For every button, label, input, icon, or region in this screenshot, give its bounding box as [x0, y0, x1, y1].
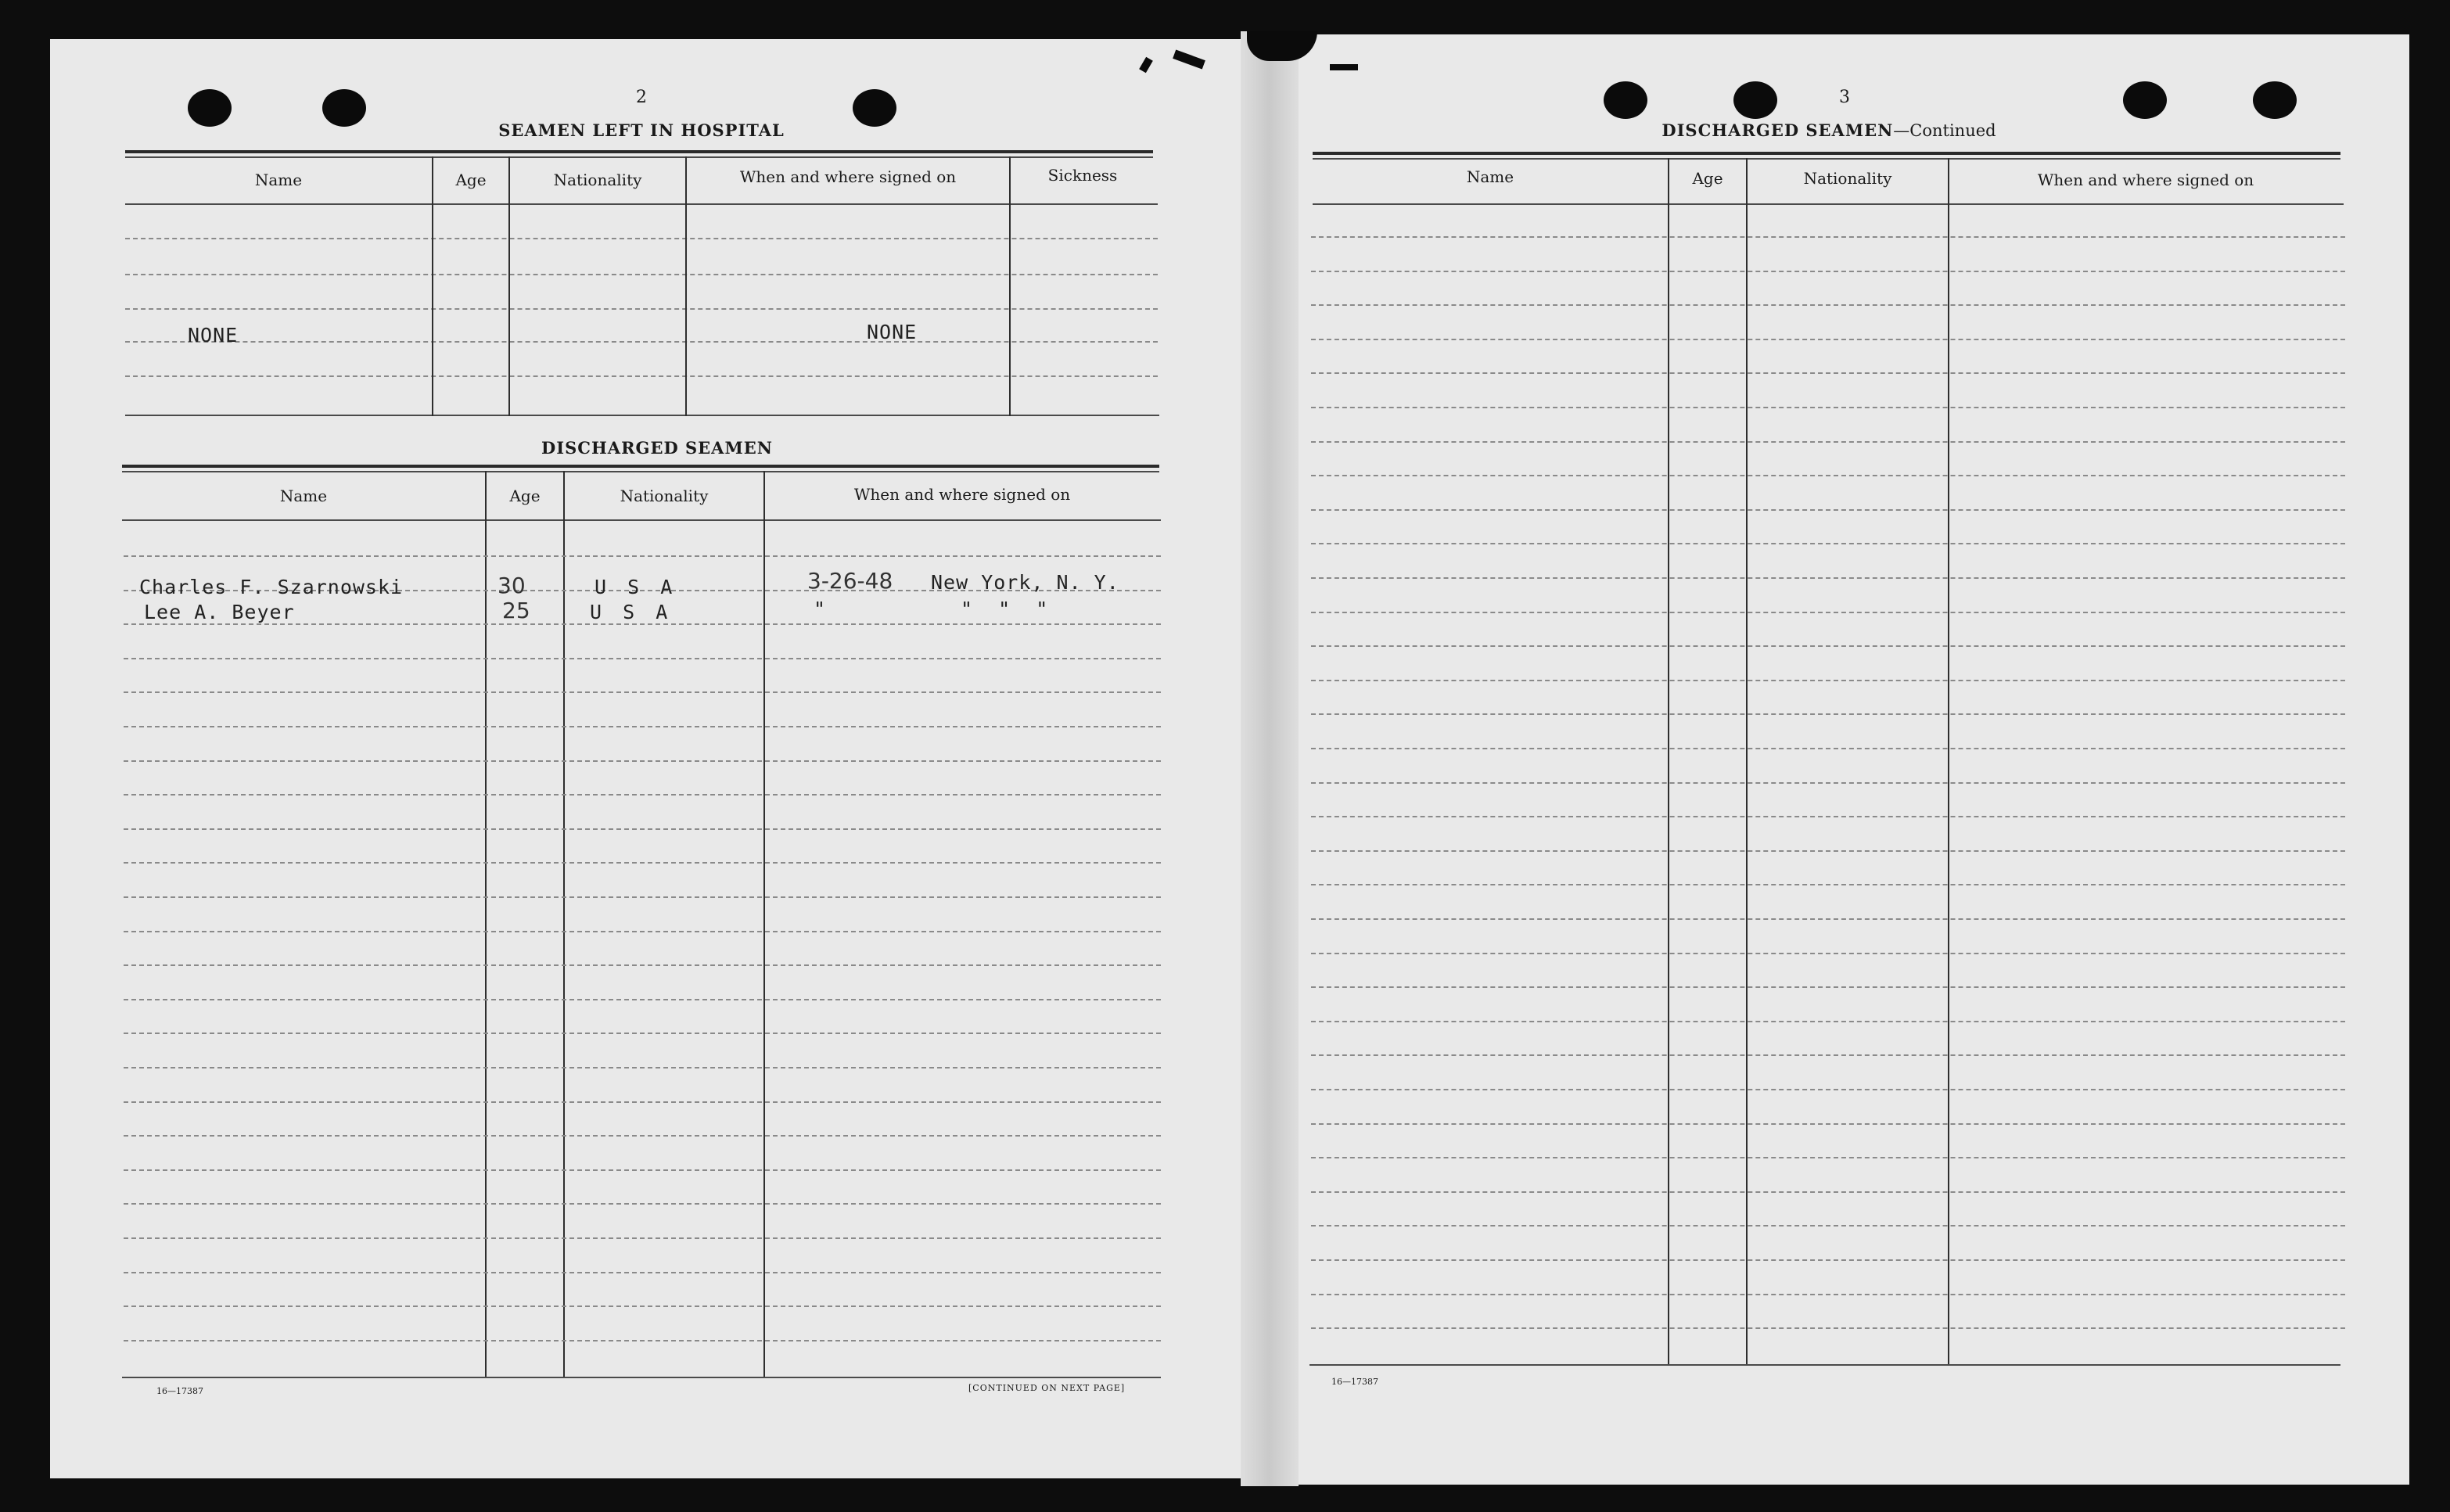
page-title — [1649, 120, 2009, 140]
hospital-section-title: SEAMEN LEFT IN HOSPITAL — [498, 120, 785, 140]
form-number: 16—17387 — [156, 1386, 203, 1396]
table-rule — [1313, 203, 2344, 205]
hospital-name-entry: NONE — [188, 324, 239, 347]
page-fold — [1241, 31, 1299, 1486]
ruled-line — [1311, 918, 2345, 920]
ruled-line — [124, 1340, 1161, 1341]
punch-hole — [2123, 81, 2167, 119]
table-rule — [125, 203, 1158, 205]
ruled-line — [1311, 1225, 2345, 1226]
discharged-section-title: DISCHARGED SEAMEN — [541, 438, 773, 458]
signed-on-date: 3-26-48 — [807, 568, 893, 594]
column-header-signed-on: When and where signed on — [853, 485, 1071, 504]
ruled-line — [1311, 475, 2345, 476]
punch-hole — [1604, 81, 1647, 119]
column-header-nationality: Nationality — [1803, 169, 1892, 188]
ruled-line — [125, 238, 1158, 239]
ruled-line — [124, 1305, 1161, 1307]
column-header-nationality: Nationality — [620, 487, 709, 505]
table-rule — [125, 150, 1153, 153]
ruled-line — [124, 999, 1161, 1000]
table-rule — [1313, 152, 2340, 155]
ruled-line — [124, 828, 1161, 830]
column-divider — [763, 471, 765, 1378]
table-rule — [125, 156, 1153, 158]
ruled-line — [1311, 577, 2345, 579]
ruled-line — [124, 726, 1161, 727]
ruled-line — [1311, 1157, 2345, 1158]
seaman-age: 25 — [502, 598, 530, 623]
ruled-line — [124, 896, 1161, 898]
ruled-line — [124, 1203, 1161, 1205]
ruled-line — [124, 862, 1161, 864]
seaman-name: Charles F. Szarnowski — [139, 576, 404, 598]
ruled-line — [1311, 441, 2345, 443]
column-header-name: Name — [254, 171, 303, 189]
ruled-line — [1311, 782, 2345, 784]
ruled-line — [124, 794, 1161, 796]
ruled-line — [124, 964, 1161, 966]
page-title-main: DISCHARGED SEAMEN — [1661, 120, 1894, 140]
ruled-line — [1311, 1259, 2345, 1261]
ruled-line — [1311, 271, 2345, 272]
column-divider — [485, 471, 487, 1378]
ruled-line — [1311, 816, 2345, 817]
ruled-line — [1311, 884, 2345, 885]
ruled-line — [1311, 748, 2345, 749]
ruled-line — [124, 1169, 1161, 1171]
column-header-age: Age — [1692, 169, 1723, 188]
ruled-line — [124, 1101, 1161, 1103]
ruled-line — [1311, 612, 2345, 613]
column-divider — [1009, 156, 1011, 416]
table-rule — [125, 415, 1159, 416]
punch-hole — [322, 89, 366, 127]
punch-hole — [2253, 81, 2297, 119]
table-rule — [122, 471, 1159, 472]
right-page — [1299, 34, 2409, 1485]
punch-hole — [188, 89, 232, 127]
ruled-line — [1311, 1294, 2345, 1295]
ruled-line — [1311, 1327, 2345, 1329]
column-header-sickness: Sickness — [1047, 166, 1118, 185]
seaman-nationality: U S A — [590, 601, 673, 623]
ruled-line — [124, 691, 1161, 693]
continued-note: [CONTINUED ON NEXT PAGE] — [968, 1383, 1126, 1393]
ruled-line — [124, 623, 1161, 625]
seaman-nationality: U S A — [595, 576, 677, 598]
ruled-line — [1311, 713, 2345, 715]
ruled-line — [1311, 850, 2345, 852]
ruled-line — [125, 375, 1158, 377]
ruled-line — [124, 555, 1161, 557]
signed-on-place: " " " — [961, 598, 1049, 620]
ruled-line — [124, 1272, 1161, 1273]
ruled-line — [1311, 1054, 2345, 1056]
signed-on-place: New York, N. Y. — [931, 571, 1119, 594]
punch-hole — [1733, 81, 1777, 119]
page-number: 2 — [636, 88, 647, 107]
table-rule — [122, 519, 1161, 521]
page-title-suffix: —Continued — [1893, 121, 1996, 140]
ruled-line — [124, 1033, 1161, 1034]
ruled-line — [1311, 372, 2345, 374]
column-header-age: Age — [509, 487, 541, 505]
table-rule — [1309, 1364, 2340, 1366]
ruled-line — [1311, 645, 2345, 647]
punch-hole — [853, 89, 896, 127]
left-page — [50, 39, 1241, 1478]
column-header-name: Name — [1466, 167, 1514, 186]
ruled-line — [1311, 304, 2345, 306]
signed-on-date: " — [814, 598, 827, 620]
column-header-age: Age — [455, 171, 487, 189]
ruled-line — [1311, 953, 2345, 954]
ruled-line — [1311, 680, 2345, 681]
ruled-line — [124, 1237, 1161, 1239]
seaman-name: Lee A. Beyer — [144, 601, 295, 623]
ruled-line — [124, 658, 1161, 659]
ruled-line — [124, 760, 1161, 762]
ruled-line — [1311, 543, 2345, 544]
hospital-signed-on-entry: NONE — [867, 321, 918, 343]
column-header-signed-on: When and where signed on — [2037, 171, 2254, 189]
ruled-line — [1311, 1123, 2345, 1125]
ruled-line — [125, 308, 1158, 310]
ruled-line — [1311, 407, 2345, 408]
ruled-line — [125, 274, 1158, 275]
column-header-name: Name — [279, 487, 328, 505]
ruled-line — [124, 1135, 1161, 1137]
column-header-nationality: Nationality — [553, 171, 642, 189]
table-rule — [1313, 158, 2340, 160]
ruled-line — [1311, 986, 2345, 988]
column-header-signed-on: When and where signed on — [739, 167, 957, 186]
column-divider — [563, 471, 565, 1378]
ruled-line — [124, 1067, 1161, 1068]
paper-tear — [1330, 64, 1358, 70]
table-rule — [122, 1377, 1161, 1378]
ruled-line — [124, 931, 1161, 932]
form-number: 16—17387 — [1331, 1377, 1378, 1387]
ruled-line — [1311, 1021, 2345, 1022]
column-divider — [685, 156, 687, 416]
ruled-line — [1311, 236, 2345, 238]
ruled-line — [125, 341, 1158, 343]
table-rule — [122, 465, 1159, 468]
ruled-line — [1311, 339, 2345, 340]
ruled-line — [1311, 509, 2345, 511]
page-number: 3 — [1839, 88, 1850, 107]
seaman-age: 30 — [498, 573, 526, 598]
ruled-line — [1311, 1089, 2345, 1090]
ruled-line — [1311, 1191, 2345, 1193]
column-divider — [432, 156, 433, 416]
column-divider — [508, 156, 510, 416]
